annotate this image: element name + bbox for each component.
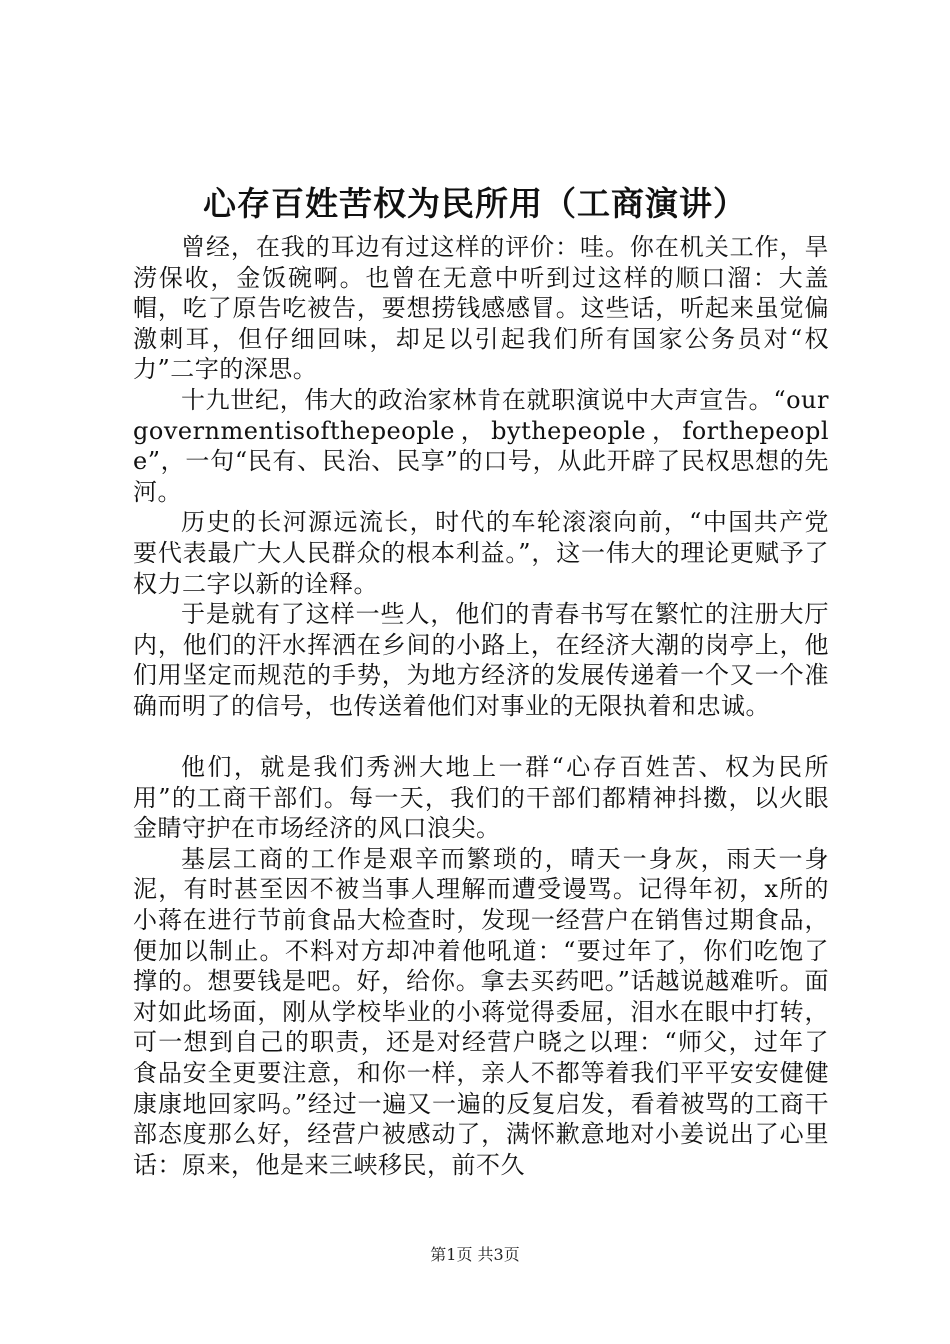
paragraph-3: 历史的长河源远流长，时代的车轮滚滚向前，“中国共产党要代表最广大人民群众的根本利益。”，这一伟大的理论更赋予了权力二字以新的诠释。 — [133, 508, 829, 598]
paragraph-5: 他们，就是我们秀洲大地上一群“心存百姓苦、权为民所用”的工商干部们。每一天，我们的干部们都精神抖擞，以火眼金睛守护在市场经济的风口浪尖。 — [133, 753, 829, 843]
page-number-footer: 第1页 共3页 — [430, 1245, 520, 1264]
paragraph-4: 于是就有了这样一些人，他们的青春书写在繁忙的注册大厅内，他们的汗水挥洒在乡间的小路上，在经济大潮的岗亭上，他们用坚定而规范的手势，为地方经济的发展传递着一个又一个准确而明了的信号，也传送着他们对事业的无限执着和忠诚。 — [133, 600, 829, 720]
paragraph-2: 十九世纪，伟大的政治家林肯在就职演说中大声宣告。“ourgovernmentisofthepeople，bythepeople，forthepeople”，一句“民有、民治、民享”的口号，从此开辟了民权思想的先河。 — [133, 385, 829, 506]
document-body — [133, 232, 829, 1180]
document-title: 心存百姓苦权为民所用（工商演讲） — [203, 184, 747, 223]
paragraph-1: 曾经，在我的耳边有过这样的评价：哇。你在机关工作，旱涝保收，金饭碗啊。也曾在无意中听到过这样的顺口溜：大盖帽，吃了原告吃被告，要想捞钱感感冒。这些话，听起来虽觉偏激刺耳，但仔细回味，却足以引起我们所有国家公务员对“权力”二字的深思。 — [133, 233, 829, 384]
paragraph-6: 基层工商的工作是艰辛而繁琐的，晴天一身灰，雨天一身泥，有时甚至因不被当事人理解而遭受谩骂。记得年初，x所的小蒋在进行节前食品大检查时，发现一经营户在销售过期食品，便加以制止。不料对方却冲着他吼道：“要过年了，你们吃饱了撑的。想要钱是吧。好，给你。拿去买药吧。”话越说越难听。面对如此场面，刚从学校毕业的小蒋觉得委屈，泪水在眼中打转，可一想到自己的职责，还是对经营户晓之以理：“师父，过年了食品安全更要注意，和你一样，亲人不都等着我们平平安安健健康康地回家吗。”经过一遍又一遍的反复启发，看着被骂的工商干部态度那么好，经营户被感动了，满怀歉意地对小姜说出了心里话：原来，他是来三峡移民，前不久 — [133, 844, 829, 1179]
